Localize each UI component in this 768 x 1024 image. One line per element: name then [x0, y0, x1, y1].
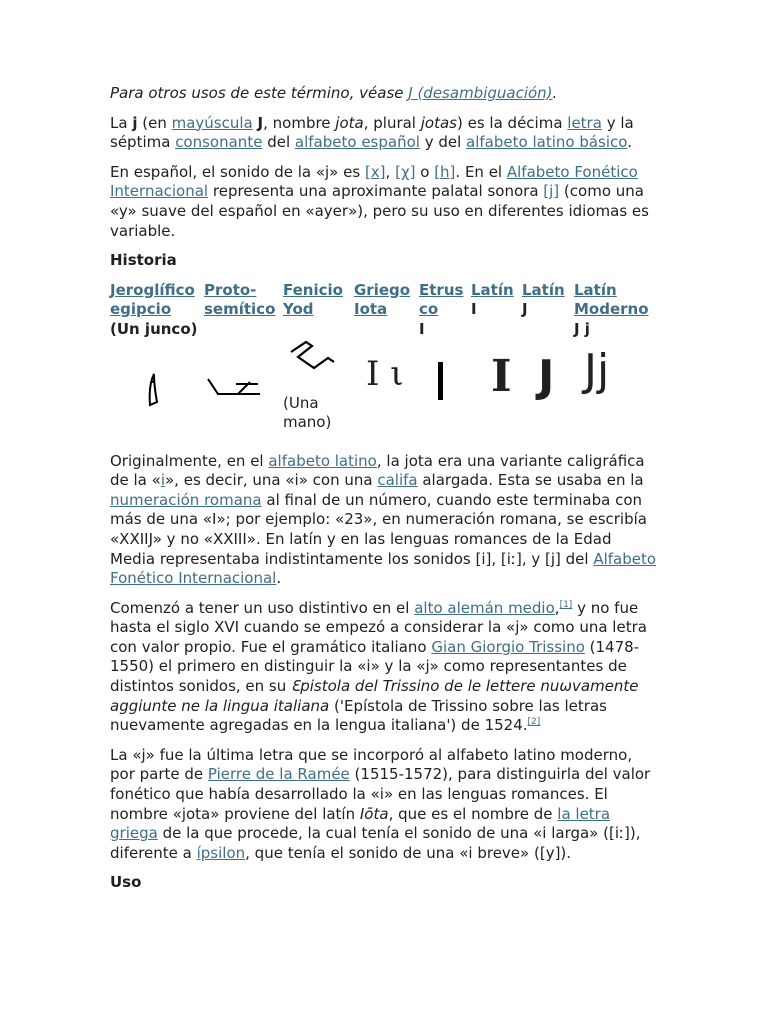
text: (1515-1572), para distinguirla del valor fonético que había desarrollado la «i» en las lenguas romances. El nombre «jota» proviene del latín — [110, 765, 651, 823]
hand-caption: (Una mano) — [283, 393, 332, 431]
text: (1478-1550) el primero en distinguir la «i» y la «j» como representantes de distintos sonidos, en su — [110, 637, 640, 696]
link-fenicio-yod[interactable]: Fenicio Yod — [283, 280, 343, 319]
reference-2[interactable]: [2] — [527, 717, 541, 728]
link-numeracion-romana[interactable]: numeración romana — [110, 490, 262, 509]
link-califa[interactable]: califa — [377, 471, 418, 490]
text: y no fue hasta el siglo XVI cuando se empezó a considerar la «j» como una letra con valor propio. Fue el gramático italiano — [110, 598, 647, 656]
link-latin-j[interactable]: Latín — [522, 280, 565, 299]
text: . En el — [455, 162, 507, 181]
col-latin-j — [522, 281, 574, 340]
text: y la séptima — [110, 113, 634, 152]
italic-text: Ɛpistola del Trissino de le lettere nuωvamente aggiunte ne la lingua italiana — [110, 677, 639, 715]
text: , — [554, 598, 560, 617]
col-jeroglifico — [110, 281, 204, 340]
col-sub: J j — [574, 319, 590, 338]
col-sub: I — [471, 300, 477, 319]
latin-i-glyph: I — [491, 350, 512, 402]
link-afi[interactable]: Alfabeto Fonético Internacional — [110, 162, 638, 201]
link-griego-iota[interactable]: Griego Iota — [354, 280, 411, 319]
paragraph-uso-distintivo — [110, 599, 660, 736]
italic-text: jotas — [420, 113, 457, 132]
link-pierre-de-la-ramee[interactable]: Pierre de la Ramée — [207, 765, 350, 784]
link-alto-aleman-medio[interactable]: alto alemán medio — [414, 598, 555, 617]
text: ('Epístola de Trissino sobre las letras nuevamente agregadas en la lengua italiana') de 1524. — [110, 696, 607, 735]
text: (como una «y» suave del español en «ayer»), pero su uso en diferentes idiomas es variable. — [110, 182, 649, 240]
paragraph-sonido — [110, 163, 660, 241]
paragraph-intro — [110, 114, 660, 153]
letter-glyphs-row — [110, 340, 660, 452]
col-sub: (Un junco) — [110, 319, 198, 338]
text: », es decir, una «i» con una — [165, 471, 378, 490]
link-protosemitico[interactable]: Proto-semítico — [204, 280, 276, 319]
link-ipa-j[interactable]: [j] — [543, 182, 560, 201]
modern-jj-glyph: Jj — [584, 344, 610, 396]
hatnote-link[interactable]: J (desambiguación) — [408, 84, 553, 102]
link-alfabeto-espanol[interactable]: alfabeto español — [294, 133, 420, 152]
reed-hieroglyph-icon — [146, 372, 160, 408]
italic-text: Iōta — [359, 804, 389, 823]
hatnote — [110, 84, 660, 104]
article-body — [110, 84, 660, 903]
link-afi[interactable]: Alfabeto Fonético Internacional — [110, 549, 657, 588]
phoenician-yod-icon — [288, 340, 338, 384]
link-mayuscula[interactable]: mayúscula — [171, 113, 253, 132]
bold-text: J — [257, 113, 264, 132]
text: Originalmente, en el — [110, 451, 269, 470]
proto-semitic-hand-icon — [206, 376, 262, 398]
link-ipa-h[interactable]: [h] — [434, 162, 456, 181]
text: En español, el sonido de la «j» es — [110, 162, 365, 181]
text: de la que procede, la cual tenía el sonido de una «i larga» ([iː]), diferente a — [110, 824, 641, 862]
bold-text: j — [132, 113, 138, 132]
text: al final de un número, cuando este terminaba con más de una «I»; por ejemplo: «23», en numeración romana, se escribía «XXIIJ» y no «XXIII». En latín y en las lenguas romances de la Edad Media representaba indistintamente los sonidos [i], [iː], y [j] del — [110, 490, 647, 568]
latin-j-glyph: J — [538, 350, 555, 402]
text: . — [276, 569, 282, 588]
col-latin-moderno — [574, 281, 659, 340]
link-etrusco[interactable]: Etrusco — [419, 280, 464, 319]
link-ipsilon[interactable]: ípsilon — [196, 843, 246, 862]
text: , la jota era una variante caligráfica de la « — [110, 451, 645, 490]
text: , que tenía el sonido de una «i breve» ([y]). — [245, 843, 572, 862]
text: alargada. Esta se usaba en la — [417, 471, 644, 490]
text: La «j» fue la última letra que se incorporó al alfabeto latino moderno, por parte de — [110, 745, 633, 784]
link-i[interactable]: i — [160, 471, 165, 490]
text: y del — [419, 133, 467, 152]
text: Comenzó a tener un uso distintivo en el — [110, 598, 415, 617]
col-griego — [354, 281, 419, 340]
text: del — [262, 133, 295, 152]
text: ) es la décima — [456, 113, 568, 132]
hatnote-text: Para otros usos de este término, véase — [110, 84, 409, 102]
col-protosemitico — [204, 281, 283, 340]
link-alfabeto-latino-basico[interactable]: alfabeto latino básico — [466, 133, 628, 152]
text: , nombre — [263, 113, 336, 132]
link-letra[interactable]: letra — [567, 113, 602, 132]
etruscan-i-glyph — [438, 362, 443, 400]
paragraph-ultima-letra — [110, 746, 660, 864]
link-jeroglifico[interactable]: Jeroglífico egipcio — [110, 280, 195, 319]
text: , plural — [363, 113, 421, 132]
col-sub: J — [522, 300, 528, 319]
text: La — [110, 113, 133, 132]
link-letra-griega[interactable]: la letra griega — [110, 804, 611, 843]
link-consonante[interactable]: consonante — [175, 133, 263, 152]
text: o — [415, 162, 435, 181]
col-fenicio — [283, 281, 354, 340]
letter-history-table — [110, 281, 659, 340]
col-sub: I — [419, 319, 425, 338]
link-ipa-x[interactable]: [x] — [364, 162, 386, 181]
text: representa una aproximante palatal sonora — [208, 182, 544, 201]
text: , — [385, 162, 396, 181]
heading-historia: Historia — [110, 251, 177, 270]
text: , que es el nombre de — [388, 804, 558, 823]
link-latin-moderno[interactable]: Latín Moderno — [574, 280, 649, 319]
col-latin — [471, 281, 522, 340]
link-trissino[interactable]: Gian Giorgio Trissino — [431, 637, 585, 656]
link-ipa-chi[interactable]: [χ] — [395, 162, 416, 181]
greek-iota-glyph: Ι ι — [366, 353, 404, 394]
link-latin[interactable]: Latín — [471, 280, 514, 299]
text: . — [627, 133, 632, 152]
col-etrusco — [419, 281, 471, 340]
heading-uso: Uso — [110, 873, 142, 892]
paragraph-origen — [110, 452, 660, 589]
link-alfabeto-latino[interactable]: alfabeto latino — [268, 451, 377, 470]
hatnote-suffix: . — [552, 84, 558, 102]
italic-text: jota — [335, 113, 364, 132]
reference-1[interactable]: [1] — [559, 599, 573, 610]
text: (en — [137, 113, 172, 132]
